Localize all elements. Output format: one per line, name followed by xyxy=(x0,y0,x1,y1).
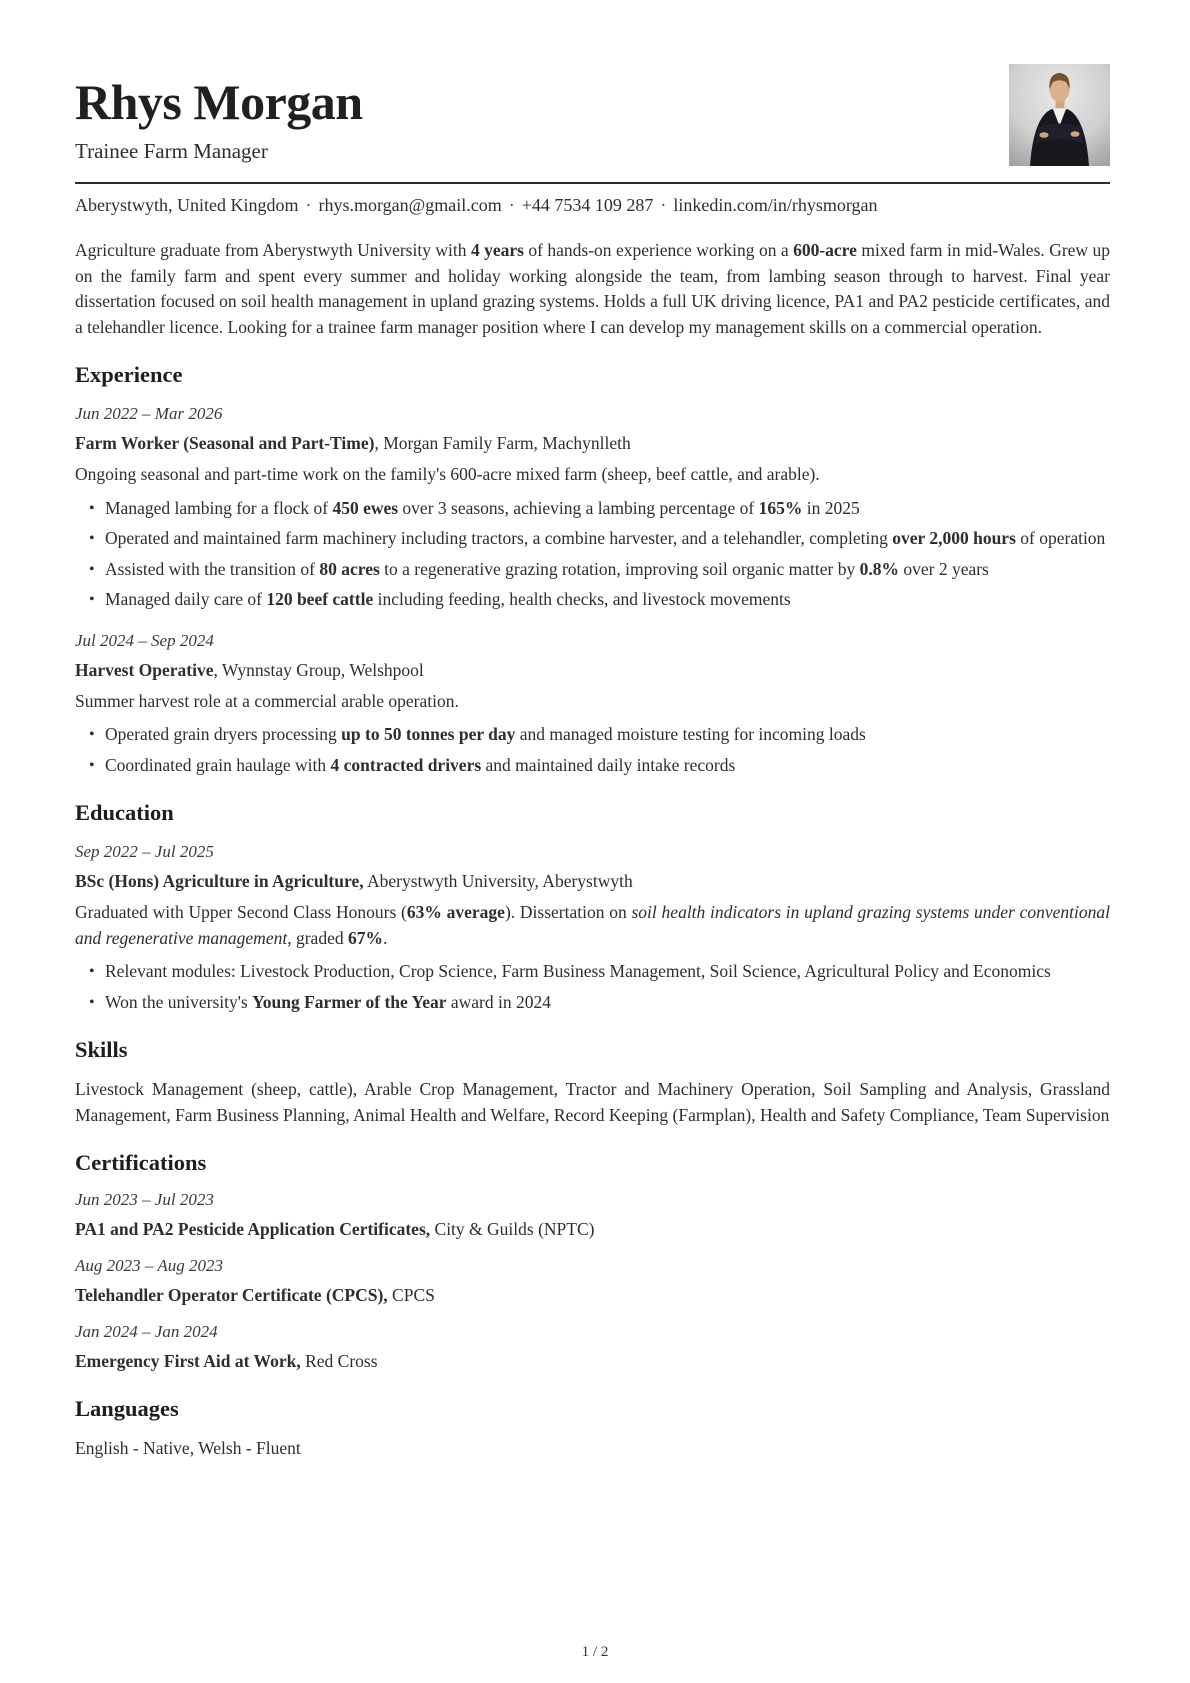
bold-text: Harvest Operative xyxy=(75,659,214,680)
text-run: Graduated with Upper Second Class Honours ( xyxy=(75,902,407,922)
contact-separator: · xyxy=(508,195,515,215)
text-run: award in 2024 xyxy=(446,991,551,1012)
person-job-title: Trainee Farm Manager xyxy=(75,139,268,163)
bullet-item xyxy=(89,959,1110,985)
text-run: Managed daily care of xyxy=(105,589,267,609)
bullet-item xyxy=(89,722,1110,748)
text-run: to a regenerative grazing rotation, improving soil organic matter by xyxy=(379,558,860,579)
bold-text: 80 acres xyxy=(319,558,380,579)
certification-item xyxy=(75,1254,1110,1308)
bold-text: Farm Worker (Seasonal and Part-Time) xyxy=(75,433,375,453)
bold-text: 67% xyxy=(347,927,383,948)
text-run: , Morgan Family Farm, Machynlleth xyxy=(374,433,631,453)
text-run: mixed farm in mid-Wales. Grew up on the family farm and spent every summer and holiday working alongside the team, from lambing season through to harvest. Final year dissertation focused on soil health management in upland grazing systems. Holds a full UK driving licence, PA1 and PA2 pesticide certificates, and a telehandler licence. Looking for a trainee farm manager position where I can develop my management skills on a commercial operation. xyxy=(75,240,1110,337)
certification-title-line xyxy=(75,1349,1110,1374)
text-run: CPCS xyxy=(387,1285,435,1305)
certification-dates: Aug 2023 – Aug 2023 xyxy=(75,1256,223,1275)
education-dates: Sep 2022 – Jul 2025 xyxy=(75,842,214,861)
text-run: Managed lambing for a flock of xyxy=(105,497,333,518)
text-run: Ongoing seasonal and part-time work on the family's 600-acre mixed farm (sheep, beef cattle, and arable). xyxy=(75,464,820,484)
education-bullets xyxy=(75,959,1110,1015)
text-run: Coordinated grain haulage with xyxy=(105,754,331,775)
bullet-item xyxy=(89,587,1110,613)
certification-title-line xyxy=(75,1217,1110,1242)
text-run: over 2 years xyxy=(898,558,989,579)
bullet-item xyxy=(89,990,1110,1016)
bold-text: 4 years xyxy=(470,240,524,260)
text-run: Relevant modules: Livestock Production, Crop Science, Farm Business Management, Soil Science, Agricultural Policy and Economics xyxy=(105,961,1051,981)
profile-photo xyxy=(1009,64,1110,166)
text-run: Assisted with the transition of xyxy=(105,558,320,579)
text-run: , graded xyxy=(287,927,348,948)
bold-text: 4 contracted drivers xyxy=(330,754,482,775)
bullet-item xyxy=(89,526,1110,552)
text-run: Operated and maintained farm machinery including tractors, a combine harvester, and a telehandler, completing xyxy=(105,528,893,548)
certification-dates: Jun 2023 – Jul 2023 xyxy=(75,1190,214,1209)
certification-title-line xyxy=(75,1283,1110,1308)
experience-heading: Experience xyxy=(75,362,183,387)
skills-section xyxy=(75,1027,1110,1128)
contact-linkedin[interactable]: linkedin.com/in/rhysmorgan xyxy=(673,195,878,215)
text-run: of hands-on experience working on a xyxy=(523,240,794,260)
text-run: Agriculture graduate from Aberystwyth University with xyxy=(75,240,471,260)
text-run: Operated grain dryers processing xyxy=(105,724,342,744)
skills-text: Livestock Management (sheep, cattle), Arable Crop Management, Tractor and Machinery Operation, Soil Sampling and Analysis, Grassland Management, Farm Business Planning, Animal Health and Welfare, Record Keeping (Farmplan), Health and Safety Compliance, Team Supervision xyxy=(75,1079,1110,1125)
job-title-line xyxy=(75,658,1110,683)
bold-text: 120 beef cattle xyxy=(266,589,374,609)
bold-text: PA1 and PA2 Pesticide Application Certificates, xyxy=(75,1219,431,1239)
summary-paragraph xyxy=(75,238,1110,340)
experience-jobs xyxy=(75,402,1110,778)
bullet-item xyxy=(89,753,1110,779)
contact-separator: · xyxy=(660,195,667,215)
bold-text: Telehandler Operator Certificate (CPCS), xyxy=(75,1285,388,1305)
bold-text: 450 ewes xyxy=(332,497,399,518)
text-run: in 2025 xyxy=(802,497,860,518)
bullet-item xyxy=(89,496,1110,522)
text-run: Red Cross xyxy=(300,1351,378,1371)
header-identity xyxy=(75,64,363,165)
experience-job xyxy=(75,402,1110,613)
text-run: and maintained daily intake records xyxy=(481,754,736,775)
contact-separator: · xyxy=(305,195,312,215)
education-heading: Education xyxy=(75,800,174,825)
header-divider xyxy=(75,182,1110,184)
person-name: Rhys Morgan xyxy=(75,74,363,130)
experience-section xyxy=(75,352,1110,778)
bold-text: Emergency First Aid at Work, xyxy=(75,1351,301,1371)
certification-dates: Jan 2024 – Jan 2024 xyxy=(75,1322,218,1341)
job-bullets xyxy=(75,496,1110,613)
bold-text: 600-acre xyxy=(793,240,857,260)
bold-text: over 2,000 hours xyxy=(892,528,1016,548)
languages-text: English - Native, Welsh - Fluent xyxy=(75,1438,301,1458)
certifications-section xyxy=(75,1140,1110,1374)
resume-header xyxy=(75,64,1110,166)
text-run: ). Dissertation on xyxy=(504,902,632,922)
certification-item xyxy=(75,1188,1110,1242)
bold-text: Young Farmer of the Year xyxy=(252,991,447,1012)
education-description xyxy=(75,900,1110,951)
experience-job xyxy=(75,629,1110,779)
text-run: Summer harvest role at a commercial arable operation. xyxy=(75,690,459,711)
bold-text: 63% average xyxy=(406,902,505,922)
page-number: 1 / 2 xyxy=(581,1644,609,1660)
languages-heading: Languages xyxy=(75,1396,179,1421)
text-run: . xyxy=(382,927,388,948)
contact-email[interactable]: rhys.morgan@gmail.com xyxy=(318,195,502,215)
italic-text: soil health indicators in upland grazing systems under conventional and regenerative management xyxy=(75,902,1110,948)
text-run: of operation xyxy=(1015,528,1106,548)
bullet-item xyxy=(89,557,1110,583)
job-description xyxy=(75,462,1110,488)
bold-text: 0.8% xyxy=(859,558,899,579)
text-run: Aberystwyth University, Aberystwyth xyxy=(363,871,633,891)
bold-text: 165% xyxy=(758,497,803,518)
bold-text: up to 50 tonnes per day xyxy=(341,724,516,744)
job-title-line xyxy=(75,431,1110,456)
bold-text: BSc (Hons) Agriculture in Agriculture, xyxy=(75,871,364,891)
education-degree xyxy=(75,869,1110,894)
certification-items xyxy=(75,1188,1110,1374)
education-section xyxy=(75,790,1110,1015)
profile-photo-illustration xyxy=(1009,64,1110,166)
job-dates: Jul 2024 – Sep 2024 xyxy=(75,630,214,650)
text-run: City & Guilds (NPTC) xyxy=(430,1219,595,1239)
job-description xyxy=(75,689,1110,715)
contact-location: Aberystwyth, United Kingdom xyxy=(75,195,299,215)
text-run: including feeding, health checks, and livestock movements xyxy=(373,589,791,609)
languages-section xyxy=(75,1386,1110,1462)
certifications-heading: Certifications xyxy=(75,1150,207,1175)
contact-line xyxy=(75,193,1110,218)
text-run: , Wynnstay Group, Welshpool xyxy=(213,659,424,680)
contact-phone: +44 7534 109 287 xyxy=(521,195,654,215)
text-run: and managed moisture testing for incoming loads xyxy=(515,724,866,744)
text-run: over 3 seasons, achieving a lambing percentage of xyxy=(398,497,759,518)
job-dates: Jun 2022 – Mar 2026 xyxy=(75,404,223,423)
skills-heading: Skills xyxy=(75,1037,128,1062)
text-run: Won the university's xyxy=(105,991,253,1012)
job-bullets xyxy=(75,722,1110,778)
certification-item xyxy=(75,1320,1110,1374)
